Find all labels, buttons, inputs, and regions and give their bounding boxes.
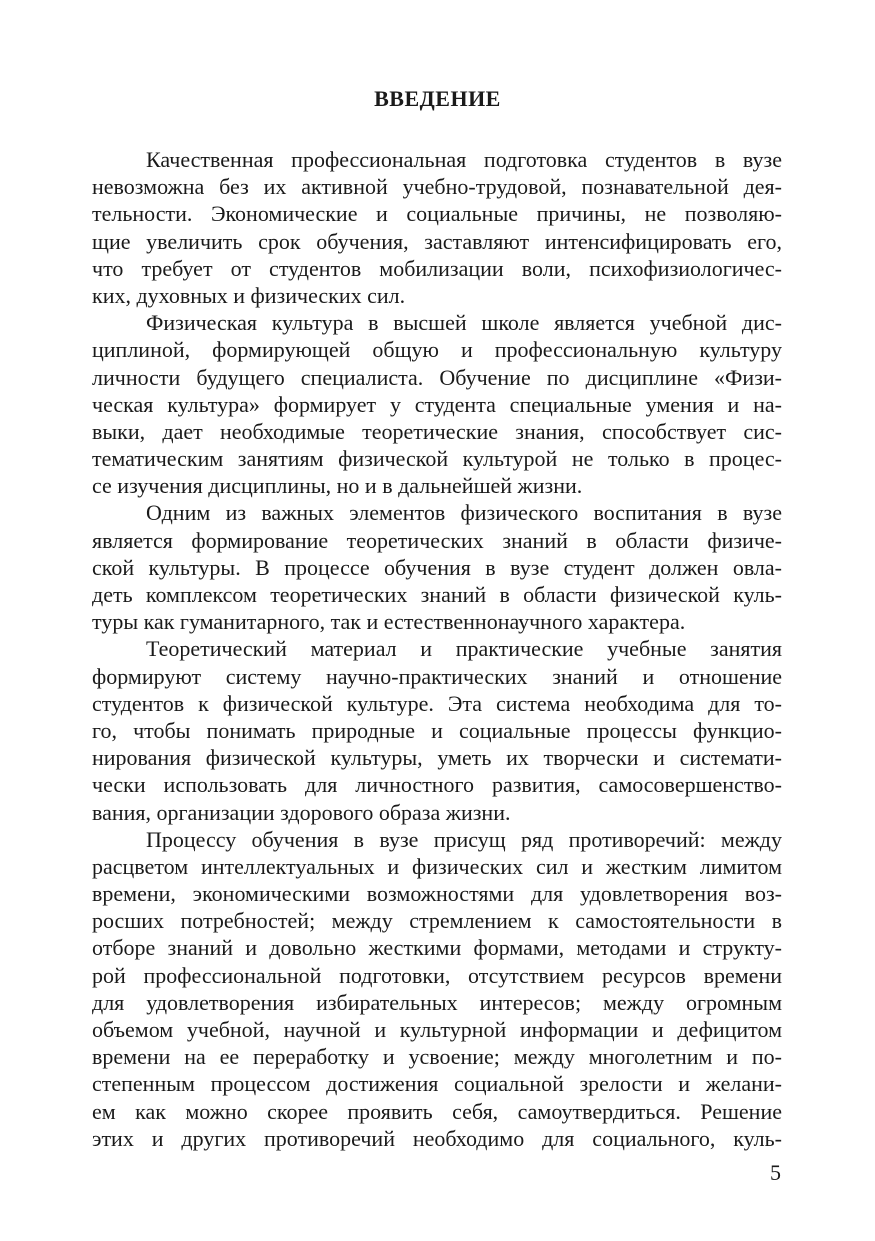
text-line: росших потребностей; между стремлением к самостоятельности в (92, 908, 782, 934)
text-line: что требует от студентов мобилизации воли, психофизиологичес- (92, 255, 782, 281)
text-line: времени на ее переработку и усвоение; между многолетним и по- (92, 1044, 782, 1070)
text-line: Физическая культура в высшей школе является учебной дис- (146, 310, 782, 336)
text-line: чески использовать для личностного развития, самосовершенство- (92, 772, 782, 798)
text-line: го, чтобы понимать природные и социальные процессы функцио- (92, 717, 782, 743)
text-line: времени, экономическими возможностями для удовлетворения воз- (92, 881, 782, 907)
text-line: личности будущего специалиста. Обучение по дисциплине «Физи- (92, 364, 782, 390)
text-line: циплиной, формирующей общую и профессиональную культуру (92, 337, 782, 363)
text-line: объемом учебной, научной и культурной информации и дефицитом (92, 1017, 782, 1042)
body-text (92, 146, 782, 1152)
text-line: отборе знаний и довольно жесткими формами, методами и структу- (92, 935, 782, 961)
text-line: ской культуры. В процессе обучения в вузе студент должен овла- (92, 554, 782, 580)
text-line: щие увеличить срок обучения, заставляют интенсифицировать его, (92, 228, 782, 254)
text-line: вания, организации здорового образа жизни. (92, 799, 511, 825)
text-line: рой профессиональной подготовки, отсутствием ресурсов времени (92, 962, 782, 988)
text-line: невозможна без их активной учебно-трудовой, познавательной дея- (92, 174, 782, 200)
page-title: ВВЕДЕНИЕ (374, 86, 501, 111)
text-line: для удовлетворения избирательных интересов; между огромным (92, 989, 782, 1015)
text-line: ких, духовных и физических сил. (92, 282, 406, 308)
text-line: выки, дает необходимые теоретические знания, способствует сис- (92, 418, 782, 444)
text-line: формируют систему научно-практических знаний и отношение (92, 663, 782, 689)
text-line: Процессу обучения в вузе присущ ряд противоречий: между (146, 826, 782, 852)
text-line: Теоретический материал и практические учебные занятия (146, 636, 782, 662)
text-line: является формирование теоретических знаний в области физиче- (92, 527, 782, 553)
text-line: нирования физической культуры, уметь их творчески и системати- (92, 745, 782, 771)
text-line: ческая культура» формирует у студента специальные умения и на- (92, 391, 782, 417)
text-line: ем как можно скорее проявить себя, самоутвердиться. Решение (92, 1098, 782, 1124)
text-line: тельности. Экономические и социальные причины, не позволяю- (92, 201, 782, 227)
text-line: тематическим занятиям физической культурой не только в процес- (92, 446, 782, 472)
text-line: туры как гуманитарного, так и естественнонаучного характера. (92, 609, 686, 635)
text-line: се изучения дисциплины, но и в дальнейшей жизни. (92, 473, 583, 499)
page-number: 5 (770, 1160, 781, 1185)
text-line: Одним из важных элементов физического воспитания в вузе (146, 500, 782, 526)
text-line: Качественная профессиональная подготовка студентов в вузе (146, 147, 782, 172)
text-line: этих и других противоречий необходимо для социального, куль- (92, 1125, 782, 1151)
text-line: студентов к физической культуре. Эта система необходима для то- (92, 690, 782, 716)
text-line: деть комплексом теоретических знаний в области физической куль- (92, 582, 782, 607)
text-line: степенным процессом достижения социальной зрелости и желани- (92, 1071, 782, 1097)
text-line: расцветом интеллектуальных и физических сил и жестким лимитом (92, 853, 782, 879)
